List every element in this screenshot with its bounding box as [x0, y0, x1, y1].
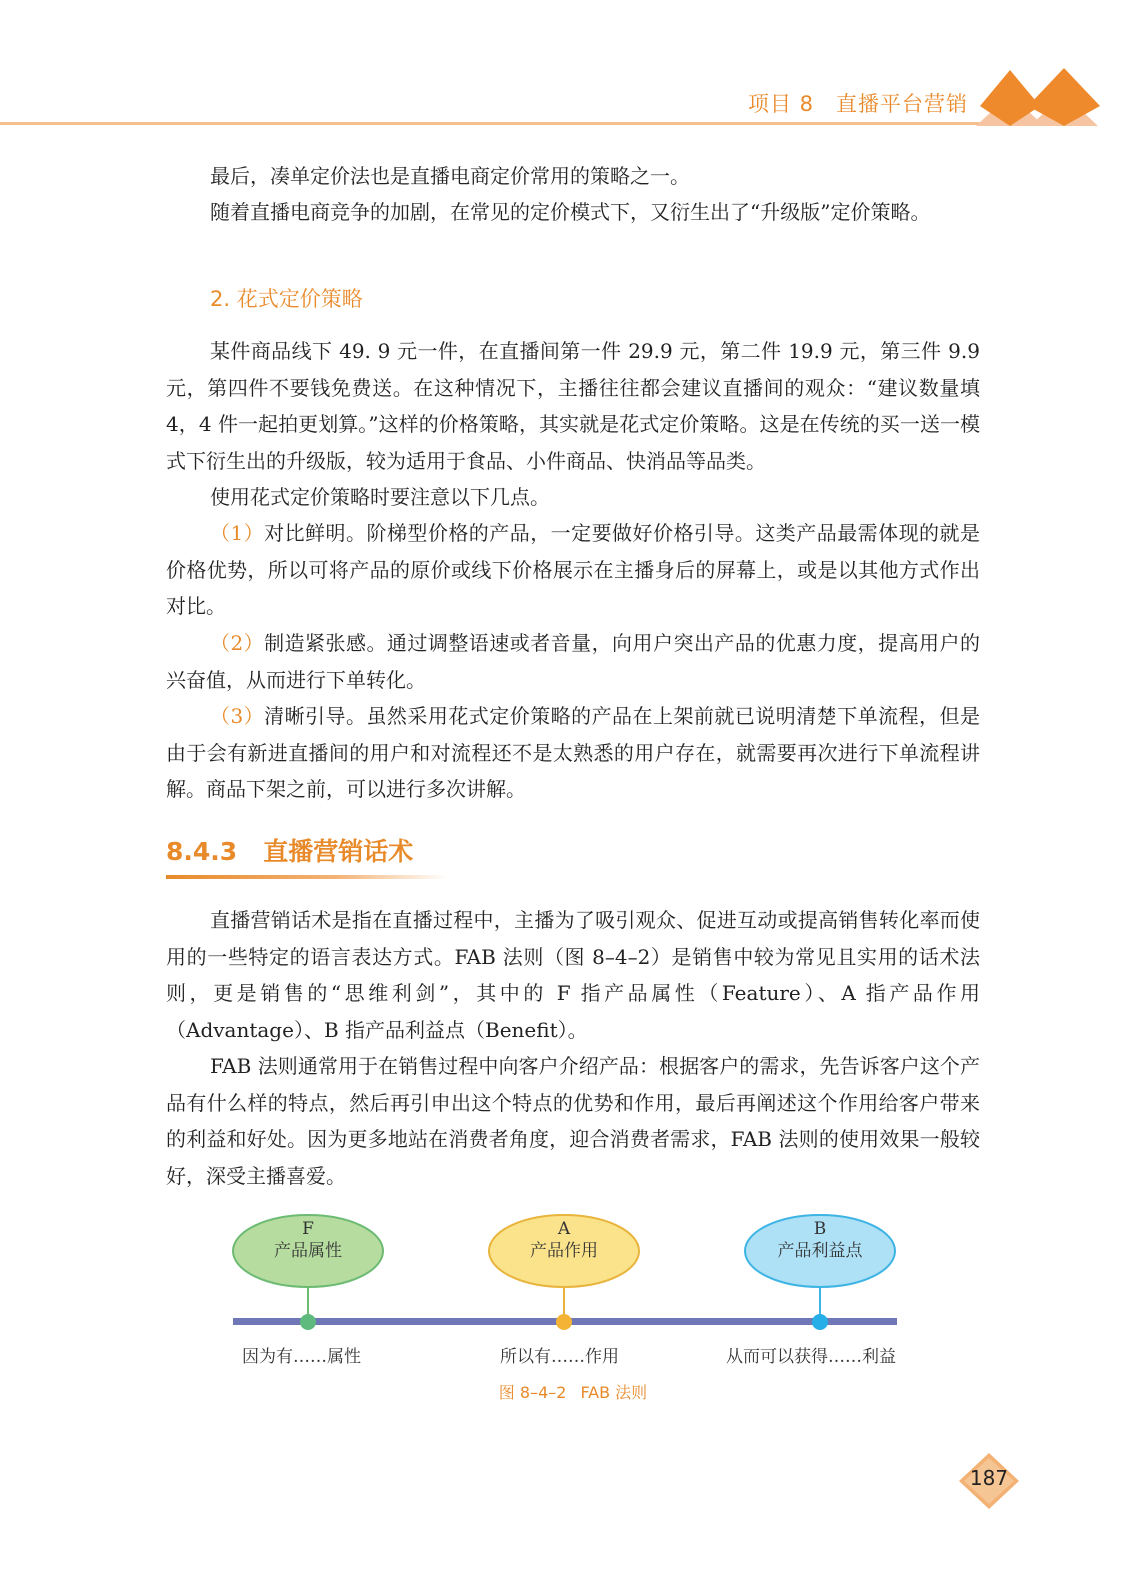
fab-diagram — [0, 1205, 1127, 1385]
node-f-name: 产品属性 — [274, 1241, 342, 1261]
node-a-name: 产品作用 — [530, 1241, 598, 1261]
section-paragraph-1: 直播营销话术是指在直播过程中，主播为了吸引观众、促进互动或提高销售转化率而使用的一些特定的语言表达方式。FAB 法则（图 8–4–2）是销售中较为常见且实用的话术法则，更是销售的“思维利剑”，其中的 F 指产品属性（Feature）、A 指产品作用（Advantage）、B 指产品利益点（Benefit）。 — [166, 908, 980, 1042]
section-title: 直播营销话术 — [263, 837, 414, 866]
header-project-label: 项目 8 — [748, 92, 815, 116]
section-number: 8.4.3 — [166, 837, 238, 866]
subsection-paragraph-2: 使用花式定价策略时要注意以下几点。 — [210, 485, 550, 509]
section-paragraph-2: FAB 法则通常用于在销售过程中向客户介绍产品：根据客户的需求，先告诉客户这个产品有什么样的特点，然后再引申出这个特点的优势和作用，最后再阐述这个作用给客户带来的利益和好处。因为更多地站在消费者角度，迎合消费者需求，FAB 法则的使用效果一般较好，深受主播喜爱。 — [166, 1054, 980, 1188]
intro-paragraph-2: 随着直播电商竞争的加剧，在常见的定价模式下，又衍生出了“升级版”定价策略。 — [210, 200, 931, 224]
list-item-text: 清晰引导。虽然采用花式定价策略的产品在上架前就已说明清楚下单流程，但是由于会有新进直播间的用户和对流程还不是太熟悉的用户存在，就需要再次进行下单流程讲解。商品下架之前，可以进行多次讲解。 — [166, 704, 980, 801]
header-chapter-title: 直播平台营销 — [836, 92, 969, 116]
header-rule — [0, 122, 1005, 125]
list-item-1 — [166, 515, 980, 625]
running-header — [748, 88, 968, 118]
header-diamond-decoration — [970, 64, 1110, 128]
intro-paragraph-1: 最后，凑单定价法也是直播电商定价常用的策略之一。 — [210, 164, 690, 188]
node-b-letter: B — [813, 1219, 827, 1239]
section-heading — [166, 832, 413, 868]
list-item-2 — [166, 625, 980, 698]
node-a-caption: 所以有……作用 — [500, 1347, 619, 1367]
list-item-number: （3） — [210, 704, 265, 728]
list-item-number: （1） — [210, 521, 265, 545]
node-b-dot — [812, 1314, 828, 1330]
page-number: 187 — [969, 1466, 1009, 1490]
node-b-caption: 从而可以获得……利益 — [726, 1347, 896, 1367]
list-item-text: 制造紧张感。通过调整语速或者音量，向用户突出产品的优惠力度，提高用户的兴奋值，从而进行下单转化。 — [166, 631, 980, 692]
node-f-letter: F — [302, 1219, 314, 1239]
subsection-paragraph-1: 某件商品线下 49. 9 元一件，在直播间第一件 29.9 元，第二件 19.9 元，第三件 9.9 元，第四件不要钱免费送。在这种情况下，主播往往都会建议直播间的观众：“建议数量填 4，4 件一起拍更划算。”这样的价格策略，其实就是花式定价策略。这是在传统的买一送一模式下衍生出的升级版，较为适用于食品、小件商品、快消品等品类。 — [166, 339, 980, 473]
node-a-dot — [556, 1314, 572, 1330]
list-item-text: 对比鲜明。阶梯型价格的产品，一定要做好价格引导。这类产品最需体现的就是价格优势，所以可将产品的原价或线下价格展示在主播身后的屏幕上，或是以其他方式作出对比。 — [166, 521, 980, 618]
subsection-heading: 2. 花式定价策略 — [210, 287, 363, 311]
list-item-number: （2） — [210, 631, 265, 655]
figure-title: FAB 法则 — [580, 1383, 648, 1402]
node-b-label — [745, 1218, 895, 1262]
figure-number: 图 8–4–2 — [498, 1383, 567, 1402]
section-heading-underline — [166, 875, 448, 879]
node-a-letter: A — [557, 1219, 571, 1239]
node-f-caption: 因为有……属性 — [242, 1347, 361, 1367]
node-f-dot — [300, 1314, 316, 1330]
figure-caption — [0, 1380, 1127, 1403]
node-b-name: 产品利益点 — [777, 1241, 863, 1261]
list-item-3 — [166, 698, 980, 808]
node-a-label — [489, 1218, 639, 1262]
node-f-label — [233, 1218, 383, 1262]
